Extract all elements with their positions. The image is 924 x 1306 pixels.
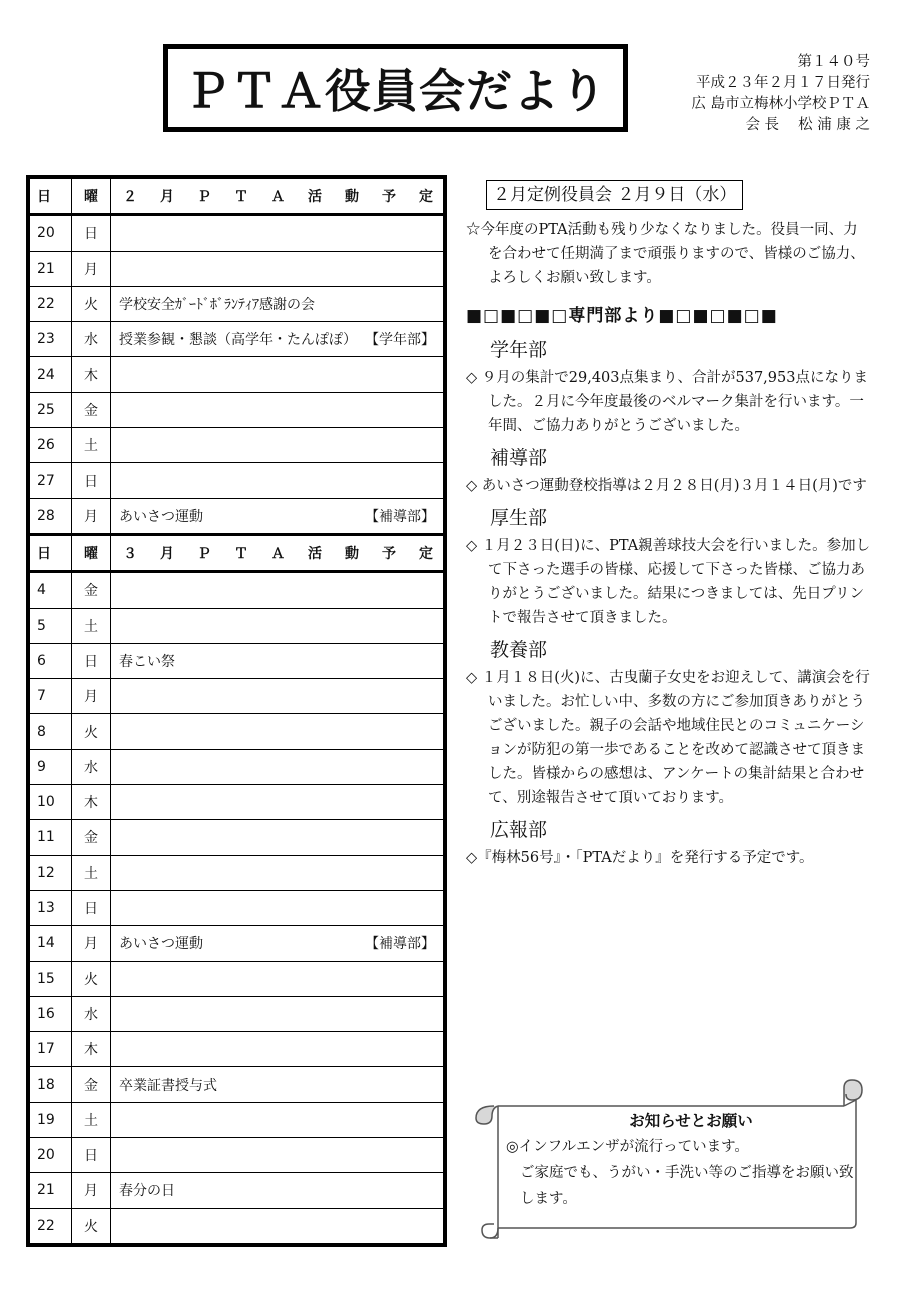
event-cell xyxy=(111,749,444,784)
heading-char: 活 xyxy=(308,189,322,206)
committee-text: ◇ あいさつ運動登校指導は２月２８日(月)３月１４日(月)です xyxy=(466,478,867,494)
day-cell: 22 xyxy=(30,1208,72,1243)
day-cell: 8 xyxy=(30,714,72,749)
schedule-row xyxy=(30,251,444,286)
event-cell xyxy=(111,1173,444,1208)
header-weekday-col: 曜 xyxy=(72,179,111,215)
schedule-header-row xyxy=(30,179,444,215)
weekday-cell: 土 xyxy=(72,1102,111,1137)
event-text: 春分の日 xyxy=(119,1183,175,1200)
committee-text: ◇ ９月の集計で29,403点集まり、合計が537,953点になりました。２月に今年度最後のベルマーク集計を行います。一年間、ご協力ありがとうございました。 xyxy=(466,370,868,434)
event-cell xyxy=(111,357,444,392)
event-content xyxy=(119,1180,435,1200)
weekday-cell: 水 xyxy=(72,996,111,1031)
meeting-heading: ２月定例役員会 ２月９日（水） xyxy=(486,180,743,210)
schedule-row xyxy=(30,820,444,855)
weekday-cell: 月 xyxy=(72,251,111,286)
event-content xyxy=(119,933,435,953)
event-cell xyxy=(111,572,444,608)
heading-char: Ａ xyxy=(271,189,285,206)
day-cell: 28 xyxy=(30,498,72,534)
day-cell: 6 xyxy=(30,643,72,678)
day-cell: 13 xyxy=(30,890,72,925)
event-text: 卒業証書授与式 xyxy=(119,1077,217,1094)
heading-char: 動 xyxy=(345,189,359,206)
heading-char: ２ xyxy=(123,189,137,206)
day-cell: 4 xyxy=(30,572,72,608)
issue-number: 第１４０号 xyxy=(797,54,870,70)
committee-text: ◇『梅林56号』・「PTAだより』を発行する予定です。 xyxy=(466,850,814,866)
day-cell: 10 xyxy=(30,785,72,820)
event-cell xyxy=(111,392,444,427)
schedule-row xyxy=(30,463,444,498)
event-cell xyxy=(111,463,444,498)
schedule-row xyxy=(30,714,444,749)
issue-date: 平成２３年２月１７日発行 xyxy=(696,75,870,91)
day-cell: 22 xyxy=(30,286,72,321)
event-cell xyxy=(111,322,444,357)
committees-banner: ■□■□■□専門部より■□■□■□■ xyxy=(466,306,778,326)
event-content xyxy=(119,506,435,526)
issue-info xyxy=(640,52,870,136)
weekday-cell: 日 xyxy=(72,463,111,498)
schedule-row xyxy=(30,498,444,534)
weekday-cell: 木 xyxy=(72,1032,111,1067)
event-tag: 【補導部】 xyxy=(365,508,435,525)
heading-char: Ｐ xyxy=(197,189,211,206)
event-content xyxy=(119,329,435,349)
event-cell xyxy=(111,1138,444,1173)
day-cell: 27 xyxy=(30,463,72,498)
heading-char: ３ xyxy=(123,546,137,563)
weekday-cell: 火 xyxy=(72,1208,111,1243)
event-text: 学校安全ｶﾞｰﾄﾞﾎﾞﾗﾝﾃｨｱ感謝の会 xyxy=(119,297,315,314)
event-cell xyxy=(111,714,444,749)
newsletter-title: ＰＴＡ役員会だより xyxy=(184,64,607,118)
weekday-cell: 木 xyxy=(72,785,111,820)
day-cell: 9 xyxy=(30,749,72,784)
schedule-heading-text xyxy=(119,186,435,206)
schedule-row xyxy=(30,1173,444,1208)
committee-text: ◇ １月１８日(火)に、古曳蘭子女史をお迎えして、講演会を行いました。お忙しい中、多数の方にご参加頂きありがとうございました。親子の会話や地域住民とのコミュニケーションが防犯の第一歩であることを改めて認識させて頂きました。皆様からの感想は、アンケートの集計結果と合わせて、別途報告させて頂いております。 xyxy=(466,670,870,806)
schedule-row xyxy=(30,357,444,392)
day-cell: 19 xyxy=(30,1102,72,1137)
day-cell: 15 xyxy=(30,961,72,996)
event-cell xyxy=(111,608,444,643)
day-cell: 7 xyxy=(30,679,72,714)
day-cell: 5 xyxy=(30,608,72,643)
day-cell: 23 xyxy=(30,322,72,357)
weekday-cell: 月 xyxy=(72,679,111,714)
notice-title: お知らせとお願い xyxy=(629,1112,753,1130)
weekday-cell: 月 xyxy=(72,1173,111,1208)
event-cell xyxy=(111,890,444,925)
notice-line-2: ご家庭でも、うがい・手洗い等のご指導をお願い致します。 xyxy=(520,1165,854,1207)
weekday-cell: 日 xyxy=(72,215,111,251)
schedule-row xyxy=(30,926,444,961)
event-cell xyxy=(111,215,444,251)
schedule-row xyxy=(30,1032,444,1067)
day-cell: 12 xyxy=(30,855,72,890)
right-column xyxy=(466,180,871,870)
event-cell xyxy=(111,785,444,820)
publisher: 広 島市立梅林小学校ＰＴＡ xyxy=(691,96,870,112)
event-cell xyxy=(111,251,444,286)
event-text: 春こい祭 xyxy=(119,654,175,670)
schedule-row xyxy=(30,428,444,463)
event-cell xyxy=(111,961,444,996)
schedule-row xyxy=(30,785,444,820)
weekday-cell: 日 xyxy=(72,890,111,925)
schedule-row xyxy=(30,1102,444,1137)
schedule-row xyxy=(30,215,444,251)
event-cell xyxy=(111,926,444,961)
heading-char: 定 xyxy=(419,189,433,206)
weekday-cell: 水 xyxy=(72,322,111,357)
committee-name: 補導部 xyxy=(490,447,548,469)
schedule-row xyxy=(30,749,444,784)
event-cell xyxy=(111,498,444,534)
schedule-row xyxy=(30,643,444,678)
heading-char: 予 xyxy=(382,189,396,206)
schedule-row xyxy=(30,855,444,890)
event-cell xyxy=(111,1208,444,1243)
event-text: 授業参観・懇談（高学年・たんぽぽ） xyxy=(119,332,357,349)
weekday-cell: 土 xyxy=(72,428,111,463)
heading-char: 月 xyxy=(160,546,174,563)
schedule-row xyxy=(30,1138,444,1173)
weekday-cell: 土 xyxy=(72,855,111,890)
event-cell xyxy=(111,820,444,855)
header-weekday-col: 曜 xyxy=(72,534,111,571)
notice-line-1: ◎インフルエンザが流行っています。 xyxy=(506,1139,749,1155)
event-text: あいさつ運動 xyxy=(119,936,203,953)
weekday-cell: 土 xyxy=(72,608,111,643)
event-content xyxy=(119,294,435,314)
day-cell: 26 xyxy=(30,428,72,463)
day-cell: 21 xyxy=(30,1173,72,1208)
event-cell xyxy=(111,428,444,463)
heading-char: 定 xyxy=(419,546,433,563)
committee-name: 広報部 xyxy=(490,819,548,841)
chairman: 会 長 松 浦 康 之 xyxy=(745,117,870,133)
schedule-heading xyxy=(111,179,444,215)
event-tag: 【学年部】 xyxy=(365,332,435,349)
event-cell xyxy=(111,1102,444,1137)
schedule-row xyxy=(30,322,444,357)
schedule-row xyxy=(30,1208,444,1243)
notice-box xyxy=(506,1108,856,1212)
weekday-cell: 火 xyxy=(72,961,111,996)
weekday-cell: 月 xyxy=(72,498,111,534)
schedule-row xyxy=(30,679,444,714)
weekday-cell: 日 xyxy=(72,1138,111,1173)
heading-char: Ｔ xyxy=(234,546,248,563)
weekday-cell: 月 xyxy=(72,926,111,961)
schedule-row xyxy=(30,1067,444,1102)
weekday-cell: 金 xyxy=(72,572,111,608)
schedule-row xyxy=(30,961,444,996)
schedule-heading-text xyxy=(119,543,435,563)
schedule-heading xyxy=(111,534,444,571)
day-cell: 20 xyxy=(30,1138,72,1173)
day-cell: 16 xyxy=(30,996,72,1031)
day-cell: 17 xyxy=(30,1032,72,1067)
event-tag: 【補導部】 xyxy=(365,936,435,953)
day-cell: 20 xyxy=(30,215,72,251)
day-cell: 21 xyxy=(30,251,72,286)
committee-name: 厚生部 xyxy=(490,507,548,529)
schedule-row xyxy=(30,286,444,321)
schedule-table xyxy=(26,175,447,1247)
schedule-row xyxy=(30,392,444,427)
header-day-col: 日 xyxy=(30,179,72,215)
event-cell xyxy=(111,643,444,678)
weekday-cell: 木 xyxy=(72,357,111,392)
committee-text: ◇ １月２３日(日)に、PTA親善球技大会を行いました。参加して下さった選手の皆様、応援して下さった皆様、ご協力ありがとうございました。結果につきましては、先日プリントで報告させて頂きました。 xyxy=(466,538,871,626)
day-cell: 24 xyxy=(30,357,72,392)
heading-char: Ａ xyxy=(271,546,285,563)
day-cell: 11 xyxy=(30,820,72,855)
event-cell xyxy=(111,996,444,1031)
committee-name: 学年部 xyxy=(490,339,548,361)
heading-char: 動 xyxy=(345,546,359,563)
schedule-header-row xyxy=(30,534,444,571)
weekday-cell: 日 xyxy=(72,643,111,678)
heading-char: 予 xyxy=(382,546,396,563)
weekday-cell: 火 xyxy=(72,286,111,321)
newsletter-title-box xyxy=(163,44,628,132)
schedule-row xyxy=(30,572,444,608)
day-cell: 25 xyxy=(30,392,72,427)
heading-char: Ｔ xyxy=(234,189,248,206)
header-day-col: 日 xyxy=(30,534,72,571)
event-content xyxy=(119,651,435,671)
weekday-cell: 水 xyxy=(72,749,111,784)
committee-name: 教養部 xyxy=(490,639,548,661)
day-cell: 14 xyxy=(30,926,72,961)
schedule-row xyxy=(30,996,444,1031)
event-content xyxy=(119,1075,435,1095)
event-cell xyxy=(111,286,444,321)
heading-char: 活 xyxy=(308,546,322,563)
event-text: あいさつ運動 xyxy=(119,508,203,525)
heading-char: Ｐ xyxy=(197,546,211,563)
day-cell: 18 xyxy=(30,1067,72,1102)
heading-char: 月 xyxy=(160,189,174,206)
weekday-cell: 金 xyxy=(72,392,111,427)
weekday-cell: 金 xyxy=(72,1067,111,1102)
weekday-cell: 金 xyxy=(72,820,111,855)
weekday-cell: 火 xyxy=(72,714,111,749)
event-cell xyxy=(111,1032,444,1067)
event-cell xyxy=(111,679,444,714)
schedule-row xyxy=(30,608,444,643)
meeting-text: ☆今年度のPTA活動も残り少なくなりました。役員一同、力を合わせて任期満了まで頑張りますので、皆様のご協力、よろしくお願い致します。 xyxy=(466,222,865,286)
event-cell xyxy=(111,855,444,890)
schedule-row xyxy=(30,890,444,925)
committee-list xyxy=(466,338,871,870)
event-cell xyxy=(111,1067,444,1102)
